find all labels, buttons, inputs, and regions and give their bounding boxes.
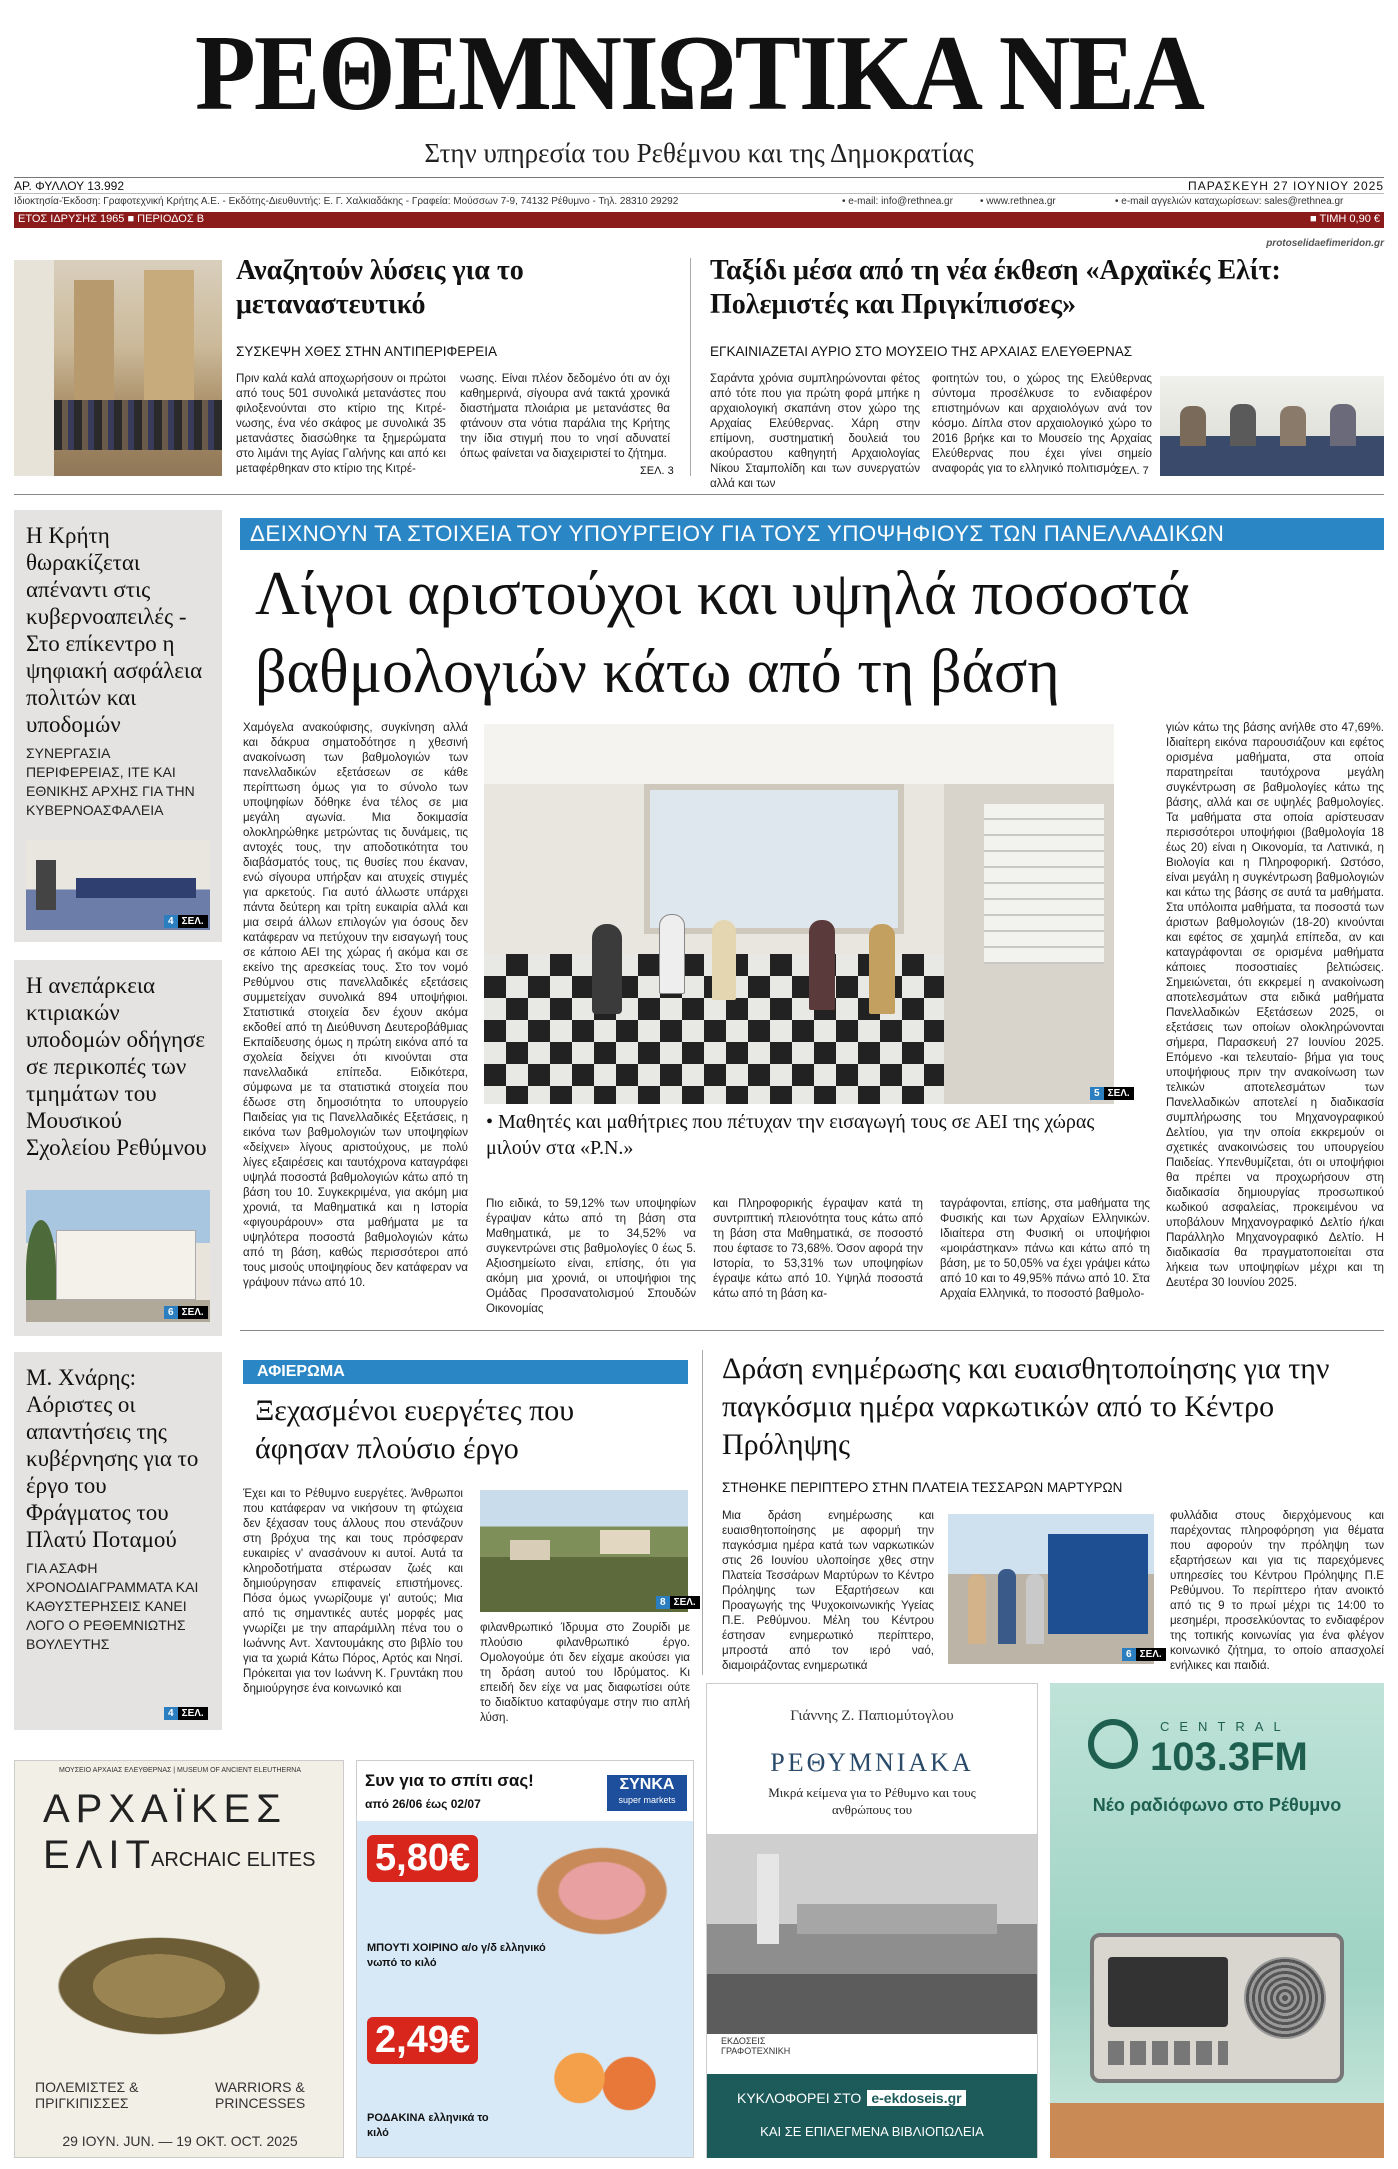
tribute-title[interactable]: Ξεχασμένοι ευεργέτες που άφησαν πλούσιο έργο (255, 1394, 575, 1465)
synka-price-1: 5,80€ (367, 1835, 478, 1882)
page-label: ΣΕΛ. (1136, 1648, 1166, 1661)
sidebar-subtitle: ΓΙΑ ΑΣΑΦΗ ΧΡΟΝΟΔΙΑΓΡΑΜΜΑΤΑ ΚΑΙ ΚΑΘΥΣΤΕΡΗΣΕΙΣ ΚΑΝΕΙ ΛΟΓΟ Ο ΡΕΘΕΜΝΙΩΤΗΣ ΒΟΥΛΕΥΤΗΣ (26, 1560, 199, 1652)
drugs-col2: φυλλάδια στους διερχόμενους και παρέχοντας πληροφόρηση για θέματα που αφορούν την πρόληψη των εξαρτήσεων και για τις παρεχόμενες υπηρεσίες του Κέντρου Πρόληψης Π.Ε Ρεθύμνου. Το περίπτερο ήταν ανοικτό από τις 9 το πρωί μέχρι τις 14:00 το μεσημέρι, προσελκύοντας το ενδιαφέρον της τοπικής κοινωνίας για ένα φλέγον κοινωνικό ζήτημα, το οποίο απασχολεί ενήλικες και παιδιά. (1170, 1509, 1384, 1672)
museum-press-photo (1160, 376, 1384, 476)
sidebar-box-music-school[interactable] (14, 960, 222, 1336)
book-banner (707, 2074, 1037, 2158)
peaches-image (527, 2023, 677, 2133)
top-right-col2: φοιτητών του, ο χώρος της Ελεύθερνας σύντομα προσέλκυσε το ενδιαφέρον επιστημόνων και αρχαιολόγων ανά τον κόσμο. Δίπλα στον αρχαιολογικό χώρο το 2016 βρήκε και το Μουσείο της Αρχαίας Ελεύθερνας που έχει γίνει σημείο αναφοράς για το ελληνικό πολιτισμό. (932, 372, 1152, 475)
price: ■ ΤΙΜΗ 0,90 € (1309, 213, 1380, 225)
tribute-col2: φιλανθρωπικό Ίδρυμα στο Ζουρίδι με πλούσιο φιλανθρωπικό έργο. Ομολογούμε ότι δεν είχαμε ακούσει για τη δράση αυτού του Ιδρύματος. Κι επειδή δεν είχε να μας διαφωτίσει ούτε το διαδίκτυο καταφύγαμε στην πιο απλή λύση. (480, 1621, 690, 1724)
photo-caption: • Μαθητές και μαθήτριες που πέτυχαν την εισαγωγή τους σε ΑΕΙ της χώρας μιλούν στα «Ρ.Ν.» (486, 1111, 1095, 1159)
page-number: 8 (656, 1596, 670, 1609)
founded-info: ΕΤΟΣ ΙΔΡΥΣΗΣ 1965 ■ ΠΕΡΙΟΔΟΣ Β (18, 213, 205, 225)
issue-date: ΠΑΡΑΣΚΕΥΗ 27 ΙΟΥΝΙΟΥ 2025 (1188, 179, 1384, 193)
page-label: ΣΕΛ. (178, 1306, 208, 1319)
page-label: ΣΕΛ. (178, 1707, 208, 1720)
website-link[interactable]: • www.rethnea.gr (980, 196, 1056, 207)
top-left-col1: Πριν καλά καλά αποχωρήσουν οι πρώτοι από τους 501 συνολικά μετανάστες που φιλοξενούνται στο κτίριο της Κιτρέ-νωσης, ένα νέο σκάφος με συνολικά 35 μετανάστες διασώθηκε τα ξημερώματα στο λιμάνι της Αγίας Γαλήνης και από κει μεταφέρθηκαν στο κτίριο της Κιτρέ- (236, 372, 446, 475)
sidebar-title: Μ. Χνάρης: Αόριστες οι απαντήσεις της κυβέρνησης για το έργο του Φράγματος του Πλατύ Ποταμού (26, 1365, 199, 1552)
meat-image (527, 1841, 677, 1941)
lead-col5: γιών κάτω της βάσης ανήλθε στο 47,69%. Ιδιαίτερη εικόνα παρουσιάζουν και εφέτος ορισμένα μαθήματα, στα οποία παρατηρείται ταυτόχρονα μεγάλη συγκέντρωση σε βαθμολογίες κάτω της βάσης, αλλά και σε υψηλές βαθμολογίες. Τα μαθήματα στα οποία αρίστευσαν περισσότεροι υποψήφιοι (βαθμολογία 18 έως 20) είναι η Οικονομία, τα Λατινικά, η Βιολογία και η Πληροφορική. Ωστόσο, είναι μεγάλη η συγκέντρωση βαθμολογιών και κάτω της βάσης σε αυτά τα μαθήματα. Στα υπόλοιπα μαθήματα, τα ποσοστά των άριστων βαθμολογιών (18-20) κινούνται και εφέτος σε χαμηλά επίπεδα, αν και καταγράφονται σε ορισμένα μαθήματα κάποιες ποσοστιαίες βελτιώσεις. Σημειώνεται, ότι εκκρεμεί η ανακοίνωση αποτελεσμάτων στα ειδικά μαθήματα Πανελλαδικών Εξετάσεων 2025, οι εξετάσεις των οποίων ολοκληρώνονται σήμερα, Παρασκευή 27 Ιουνίου 2025. Επόμενο -και τελευταίο- βήμα για τους υποψήφιους πριν την ανακοίνωση των τελικών αποτελεσμάτων των Πανελλαδικών αποτελεί η διαδικασία συμπλήρωσης του Μηχανογραφικού Δελτίου, για την οποία εκκρεμούν οι σχετικές ανακοινώσεις του υπουργείου Παιδείας. Υπενθυμίζεται, ότι οι υποψήφιοι θα πρέπει να προχωρήσουν στη διαδικασία δημιουργίας προσωπικού κωδικού ασφαλείας, προκειμένου να υποβάλουν Μηχανογραφικό Δελτίο ή/και Παράλληλο Μηχανογραφικό Δελτίο. Η διαδικασία θα πραγματοποιείται στα λήκεια των υποψηφίων μέχρι και τη Δευτέρα 30 Ιουνίου 2025. (1166, 721, 1384, 1289)
radio-logo-icon (1088, 1719, 1138, 1769)
book-author: Γιάννης Ζ. Παπιομύτογλου (790, 1708, 954, 1724)
page-number: 4 (164, 1707, 178, 1720)
radio-brand: CENTRAL (1160, 1719, 1291, 1734)
book-site-link[interactable]: e-ekdoseis.gr (867, 2090, 965, 2106)
page-label: ΣΕΛ. (178, 915, 208, 928)
museum-ad-title-en: ARCHAIC ELITES (151, 1849, 316, 1871)
top-left-title[interactable]: Αναζητούν λύσεις για το μεταναστευτικό (236, 255, 524, 320)
source-credit: protoselidaefimeridon.gr (1266, 238, 1384, 249)
masthead-bar (14, 212, 1384, 228)
lead-col3: και Πληροφορικής έγραψαν κατά τη συντριπτική πλειονότητα τους κάτω από τη βάση στα Μαθηματικά, σε ποσοστό που έφτασε το 73,68%. Όσον αφορά την Ιστορία, το 53,31% των υποψηφίων έγραψε κάτω από 10. Υψηλά ποσοστά κάτω από τη βάση κα- (713, 1197, 923, 1300)
synka-brand-sub: super markets (618, 1795, 676, 1805)
contact-email[interactable]: • e-mail: info@rethnea.gr (842, 196, 953, 207)
lead-headline-2[interactable]: βαθμολογιών κάτω από τη βάση (255, 638, 1060, 706)
book-publisher: ΕΚΔΟΣΕΙΣ ΓΡΑΦΟΤΕΧΝΙΚΗ (721, 2036, 791, 2056)
masthead-title: ΡΕΘΕΜΝΙΩΤΙΚΑ ΝΕΑ (195, 14, 1203, 133)
radio-tagline: Νέο ραδιόφωνο στο Ρέθυμνο (1092, 1795, 1342, 1815)
synka-logo (607, 1775, 687, 1811)
drugs-col1: Μια δράση ενημέρωσης και ευαισθητοποίησης με αφορμή την παγκόσμια ημέρα κατά των ναρκωτικών στις 26 Ιουνίου υλοποίησε χθες στην Πλατεία Τεσσάρων Μαρτύρων το Κέντρο Πρόληψης των Εξαρτήσεων και Προαγωγής της Ψυχοκοινωνικής Υγείας Π.Ε. Ρεθύμνου. Μέλη του Κέντρου έστησαν ενημερωτικό περίπτερο, μπροστά από τον ιερό ναό, διαμοιράζοντας ενημερωτικά (722, 1509, 934, 1672)
top-left-kicker: ΣΥΣΚΕΨΗ ΧΘΕΣ ΣΤΗΝ ΑΝΤΙΠΕΡΙΦΕΡΕΙΑ (236, 344, 497, 359)
sidebar-box-cyber[interactable] (14, 510, 222, 942)
drugs-title[interactable]: Δράση ενημέρωσης και ευαισθητοποίησης για την παγκόσμια ημέρα ναρκωτικών από το Κέντρο Πρόληψης (722, 1352, 1330, 1461)
lead-col2: Πιο ειδικά, το 59,12% των υποψηφίων έγραψαν κάτω από τη βάση στα Μαθηματικά, με το 34,52% να συγκεντρώνει στις βαθμολογίες 0 έως 5. Αξιοσημείωτο είναι, επίσης, ότι για ακόμη μια χρονιά, οι υποψήφιοι της Ομάδας Προσανατολισμού Σπουδών Οικονομίας (486, 1197, 696, 1315)
ads-email[interactable]: • e-mail αγγελιών καταχωρίσεων: sales@rethnea.gr (1115, 196, 1344, 207)
artifact-image (55, 1911, 315, 2061)
synka-item-2: ΡΟΔΑΚΙΝΑ ελληνικά το κιλό (367, 2112, 489, 2139)
top-right-col1: Σαράντα χρόνια συμπληρώνονται φέτος από τότε που για πρώτη φορά μπήκε η αρχαιολογική σκαπάνη στον χώρο της Αρχαίας Ελεύθερνας. Χάρη στην επίμονη, συστηματική δουλειά του ακούραστου καθηγητή Αρχαιολογίας Νίκου Σταμπολίδη και των συνεργατών αλλά και των (710, 372, 920, 490)
radio-frequency: 103.3FM (1150, 1735, 1308, 1779)
museum-ad-top: ΜΟΥΣΕΙΟ ΑΡΧΑΙΑΣ ΕΛΕΥΘΕΡΝΑΣ | MUSEUM OF ANCIENT ELEUTHERNA (59, 1767, 301, 1774)
synka-headline: Συν για το σπίτι σας! (365, 1771, 534, 1790)
book-subtitle: Μικρά κείμενα για το Ρέθυμνο και τους ανθρώπους του (768, 1785, 976, 1817)
museum-ad-title-2: ΕΛΙΤ (43, 1833, 156, 1877)
lead-col4: ταγράφονται, επίσης, στα μαθήματα της Φυσικής και των Αρχαίων Ελληνικών. Ιδιαίτερα στη Φυσική οι υποψήφιοι «μοιράστηκαν» πάνω και κάτω από τη βάση, με το 50,05% να έχει γράψει κάτω από 10 και το 49,95% πάνω από 10. Στα Αρχαία Ελληνικά, το ποσοστό βαθμολο- (940, 1197, 1150, 1300)
info-kiosk-photo (948, 1514, 1154, 1664)
museum-ad-dates: 29 ΙΟΥΝ. JUN. — 19 ΟΚΤ. OCT. 2025 (62, 2133, 298, 2149)
sidebar-title: Η ανεπάρκεια κτιριακών υποδομών οδήγησε σε περικοπές των τμημάτων του Μουσικού Σχολείου Ρεθύμνου (26, 973, 207, 1160)
harbor-photo (707, 1834, 1037, 2034)
page-label: ΣΕΛ. (1104, 1087, 1134, 1100)
sidebar-subtitle: ΣΥΝΕΡΓΑΣΙΑ ΠΕΡΙΦΕΡΕΙΑΣ, ΙΤΕ ΚΑΙ ΕΘΝΙΚΗΣ ΑΡΧΗΣ ΓΙΑ ΤΗΝ ΚΥΒΕΡΝΟΑΣΦΑΛΕΙΑ (26, 745, 195, 818)
migrants-photo (14, 260, 222, 476)
synka-dates: από 26/06 έως 02/07 (365, 1797, 481, 1811)
sidebar-title: Η Κρήτη θωρακίζεται απέναντι στις κυβερνοαπειλές - Στο επίκεντρο η ψηφιακή ασφάλεια πολιτών και υποδομών (26, 523, 203, 737)
synka-ad[interactable] (356, 1760, 694, 2158)
book-title: ΡΕΘΥΜΝΙΑΚΑ (770, 1748, 974, 1777)
landscape-photo (480, 1490, 688, 1612)
book-ad[interactable] (706, 1683, 1038, 2158)
page-number: 4 (164, 915, 178, 928)
music-school-photo (26, 1190, 210, 1322)
top-left-col2: νωσης. Είναι πλέον δεδομένο ότι αν όχι καθημερινά, σίγουρα ανά τακτά χρονικά διαστήματα πλοιάρια με μετανάστες θα φτάνουν στα νότια παράλια της Κρήτης την ίδια στιγμή που το νησί αδυνατεί όπως φαίνεται να διαχειριστεί το ζήτημα. (460, 372, 670, 460)
page-number: 5 (1090, 1087, 1104, 1100)
museum-ad-sub-en: WARRIORS & PRINCESSES (215, 2079, 306, 2111)
top-right-title[interactable]: Ταξίδι μέσα από τη νέα έκθεση «Αρχαϊκές Ελίτ: Πολεμιστές και Πριγκίπισσες» (710, 255, 1281, 320)
tribute-kicker: ΑΦΙΕΡΩΜΑ (243, 1360, 688, 1384)
synka-item-1: ΜΠΟΥΤΙ ΧΟΙΡΙΝΟ α/ο γ/δ ελληνικό νωπό το κιλό (367, 1942, 546, 1969)
page-number: 6 (164, 1306, 178, 1319)
book-available-label: ΚΥΚΛΟΦΟΡΕΙ ΣΤΟ (737, 2090, 862, 2106)
museum-ad-title-1: ΑΡΧΑΪΚΕΣ (43, 1787, 287, 1831)
synka-brand: ΣΥΝΚΑ (619, 1776, 675, 1793)
museum-ad-sub-gr: ΠΟΛΕΜΙΣΤΕΣ & ΠΡΙΓΚΙΠΙΣΣΕΣ (35, 2079, 139, 2111)
lead-headline-1[interactable]: Λίγοι αριστούχοι και υψηλά ποσοστά (255, 560, 1190, 628)
page-label: ΣΕΛ. (670, 1596, 700, 1609)
sidebar-box-dam[interactable] (14, 1352, 222, 1730)
lead-kicker: ΔΕΙΧΝΟΥΝ ΤΑ ΣΤΟΙΧΕΙΑ ΤΟΥ ΥΠΟΥΡΓΕΙΟΥ ΓΙΑ ΤΟΥΣ ΥΠΟΨΗΦΙΟΥΣ ΤΩΝ ΠΑΝΕΛΛΑΔΙΚΩΝ (240, 518, 1384, 550)
publisher-info: Ιδιοκτησία-Έκδοση: Γραφοτεχνική Κρήτης Α.Ε. - Εκδότης-Διευθυντής: Ε. Γ. Χαλκιαδάκης - Γραφεία: Μούσσων 7-9, 74132 Ρέθυμνο - Τηλ. 28310 29292 (14, 196, 679, 207)
masthead-tagline: Στην υπηρεσία του Ρεθέμνου και της Δημοκρατίας (424, 138, 974, 168)
book-bookstores: ΚΑΙ ΣΕ ΕΠΙΛΕΓΜΕΝΑ ΒΙΒΛΙΟΠΩΛΕΙΑ (760, 2124, 984, 2139)
radio-device (1090, 1933, 1344, 2083)
tribute-col1: Έχει και το Ρέθυμνο ευεργέτες. Άνθρωποι που κατάφεραν να νικήσουν τη φτώχεια δεν ξέχασαν τους άλλους που στενάζουν στη βρόχυα της και τους πρόσφεραν ευκαιρίες ν' ανασάνουν κι αυτοί. Αυτά τα κληροδοτήματα στέρωσαν ζωές και δημιούργησαν επιφανείς επιστήμονες. Πόσα όμως γνωρίζουμε γι' αυτούς; Μια από τις σημαντικές αυτές μορφές μας γνωρίζει με την απαράμιλλη πένα του ο Ιωάννης Αντ. Χαντουμάκης στο βιβλίο του για τα χωριά Κάτω Πόρος, Αρτός και Νησί. Πρόκειται για τον Ιωάννη Κ. Γρυντάκη που δημιούργησε ένα κοινωνικό και (243, 1487, 463, 1695)
drugs-kicker: ΣΤΗΘΗΚΕ ΠΕΡΙΠΤΕΡΟ ΣΤΗΝ ΠΛΑΤΕΙΑ ΤΕΣΣΑΡΩΝ ΜΑΡΤΥΡΩΝ (722, 1480, 1123, 1495)
museum-ad[interactable] (14, 1760, 344, 2158)
top-right-kicker: ΕΓΚΑΙΝΙΑΖΕΤΑΙ ΑΥΡΙΟ ΣΤΟ ΜΟΥΣΕΙΟ ΤΗΣ ΑΡΧΑΙΑΣ ΕΛΕΥΘΕΡΝΑΣ (710, 344, 1133, 359)
classroom-photo (484, 724, 1114, 1104)
synka-price-2: 2,49€ (367, 2017, 478, 2064)
lead-col1: Χαμόγελα ανακούφισης, συγκίνηση αλλά και δάκρυα σηματοδότησε η χθεσινή ανακοίνωση των βαθμολογιών των πανελλαδικών εξετάσεων σε κάθε περίπτωση όμως για το σύνολο των υποψηφίων δόθηκε ένα τέλος σε μια μεγάλη αγωνία. Μια δοκιμασία ολοκληρώθηκε μετρώντας τις δυνάμεις, τις αντοχές τους, την αποδοτικότητα του διαβάσματός τους, τις θυσίες που έκαναν, ενώ σίγουρα υπήρξαν και ατυχείς στιγμές για αρκετούς. Για αυτό άλλωστε υπάρχει πάντα δεύτερη και τρίτη ευκαιρία αλλά και μια σειρά άλλων επιλογών για όσους δεν κατάφεραν να πετύχουν την εισαγωγή τους σε κάποιο ΑΕΙ της χώρας ή ακόμα και σε εκείνο της αρεσκείας τους. Στο τον νομό Ρεθύμνου στις πανελλαδικές εξετάσεις συμμετείχαν συνολικά 894 υποψήφιοι. Στατιστικά στοιχεία δεν έχουν ακόμα εκδοθεί από τη Διεύθυνση Δευτεροβάθμιας Εκπαίδευσης όμως η πρώτη εικόνα από τα σχολεία δείχνει ότι κινούνται στα πανελλαδικά επίπεδα. Ειδικότερα, σύμφωνα με τα στατιστικά στοιχεία που έδωσε στη δημοσιότητα το υπουργείο Παιδείας για τις Πανελλαδικές Εξετάσεις, η εικόνα των βαθμολογιών των υποψηφίων «δείχνει» λίγους αριστούχους, με πολύ λίγες εξαιρέσεις και ταυτόχρονα καταγράφει υψηλά ποσοστά βαθμολογιών κάτω από τη βάση του 10. Συγκεκριμένα, για ακόμη μια χρονιά, τα Μαθηματικά και η Ιστορία «φιγουράρουν» στα μαθήματα με τα υψηλότερα ποσοστά βαθμολογιών κάτω από τη βάση, καθώς περισσότεροι από τους μισούς υποψηφίους δεν κατάφεραν να γράψουν πάνω από 10. (243, 721, 468, 1289)
top-left-ref[interactable]: ΣΕΛ. 3 (640, 465, 674, 477)
page-number: 6 (1122, 1648, 1136, 1661)
radio-ad[interactable] (1050, 1683, 1384, 2158)
issue-number: ΑΡ. ΦΥΛΛΟΥ 13.992 (14, 179, 124, 193)
top-right-ref[interactable]: ΣΕΛ. 7 (1115, 465, 1149, 477)
